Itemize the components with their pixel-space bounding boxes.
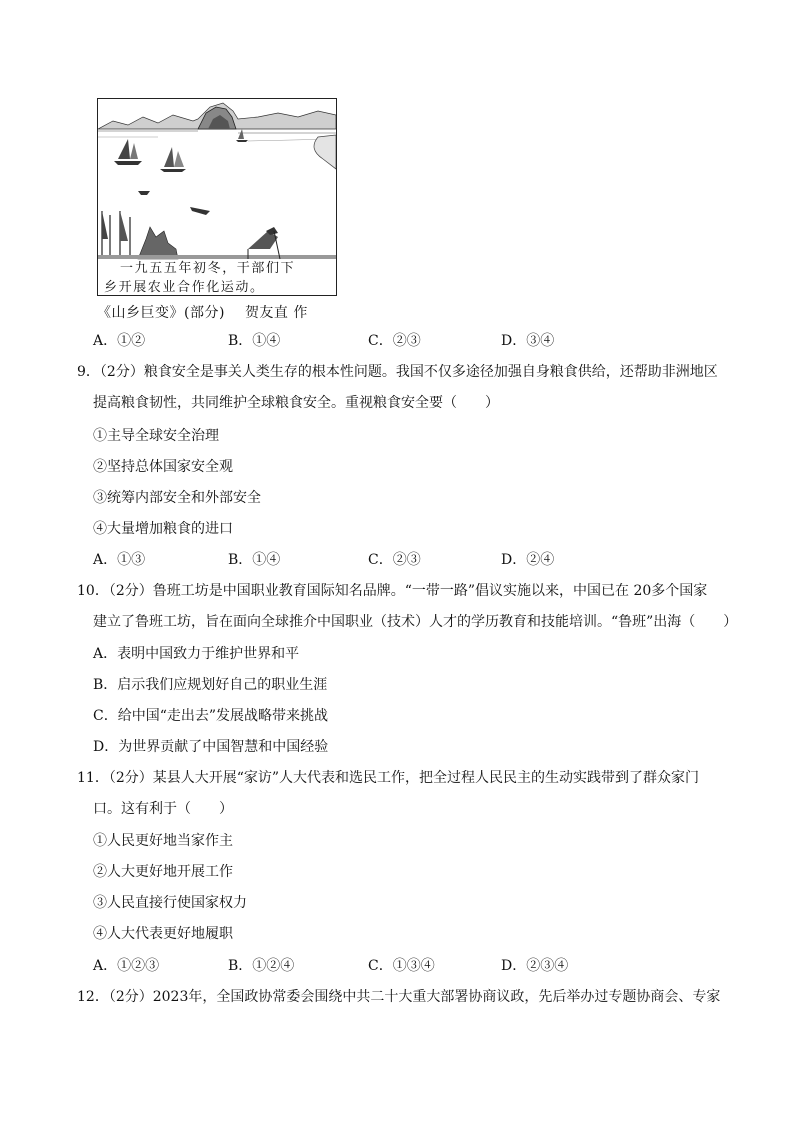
q11-stem-line-1: 11．（2分）某县人大开展“家访”人大代表和选民工作，把全过程人民民主的生动实践带到了群众家门 (77, 770, 700, 786)
q10-choice-d[interactable]: D．为世界贡献了中国智慧和中国经验 (93, 739, 329, 755)
q9-item-3: ③统筹内部安全和外部安全 (93, 490, 261, 506)
caption-line-2: 乡开展农业合作化运动。 (104, 280, 265, 295)
q10-stem-line-1: 10．（2分）鲁班工坊是中国职业教育国际知名品牌。“一带一路”倡议实施以来，中国已在 20多个国家 (77, 583, 708, 599)
q9-stem-line-2: 提高粮食韧性，共同维护全球粮食安全。重视粮食安全要（ ） (93, 395, 499, 411)
q8-option-d[interactable]: D．③④ (501, 333, 555, 349)
q9-option-b[interactable]: B．①④ (228, 552, 281, 568)
q9-stem-line-1: 9．（2分）粮食安全是事关人类生存的根本性问题。我国不仅多途径加强自身粮食供给，还帮助非洲地区 (77, 364, 718, 380)
q10-choice-b[interactable]: B．启示我们应规划好自己的职业生涯 (93, 677, 328, 693)
q10-stem-line-2: 建立了鲁班工坊，旨在面向全球推介中国职业（技术）人才的学历教育和技能培训。“鲁班”出海（ ） (93, 614, 738, 630)
q9-option-d[interactable]: D．②④ (501, 552, 555, 568)
q11-option-a[interactable]: A．①②③ (93, 958, 160, 974)
q10-choice-a[interactable]: A．表明中国致力于维护世界和平 (93, 646, 300, 662)
q9-item-4: ④大量增加粮食的进口 (93, 521, 233, 537)
q8-option-c[interactable]: C．②③ (368, 333, 421, 349)
q8-option-a[interactable]: A．①② (93, 333, 146, 349)
illustration-caption (104, 259, 332, 296)
q11-stem-line-2: 口。这有利于（ ） (93, 801, 233, 817)
credit-author: 贺友直 作 (244, 305, 308, 321)
caption-line-1: 一九五五年初冬，干部们下 (120, 261, 296, 276)
q12-stem-line-1: 12．（2分）2023年，全国政协常委会围绕中共二十大重大部署协商议政，先后举办过专题协商会、专家 (77, 989, 721, 1005)
q11-item-2: ②人大更好地开展工作 (93, 864, 233, 880)
q11-option-b[interactable]: B．①②④ (228, 958, 295, 974)
q11-item-4: ④人大代表更好地履职 (93, 926, 233, 942)
q10-choice-c[interactable]: C．给中国“走出去”发展战略带来挑战 (93, 708, 329, 724)
q8-option-b[interactable]: B．①④ (228, 333, 281, 349)
illustration-credit (97, 302, 308, 322)
q9-option-c[interactable]: C．②③ (368, 552, 421, 568)
q11-option-c[interactable]: C．①③④ (368, 958, 435, 974)
q9-item-1: ①主导全球安全治理 (93, 428, 219, 444)
q11-item-3: ③人民直接行使国家权力 (93, 895, 247, 911)
q11-option-d[interactable]: D．②③④ (501, 958, 569, 974)
credit-title: 《山乡巨变》(部分) (97, 305, 225, 321)
q9-option-a[interactable]: A．①③ (93, 552, 146, 568)
q11-item-1: ①人民更好地当家作主 (93, 833, 233, 849)
q9-item-2: ②坚持总体国家安全观 (93, 459, 233, 475)
illustration-frame (97, 98, 337, 296)
